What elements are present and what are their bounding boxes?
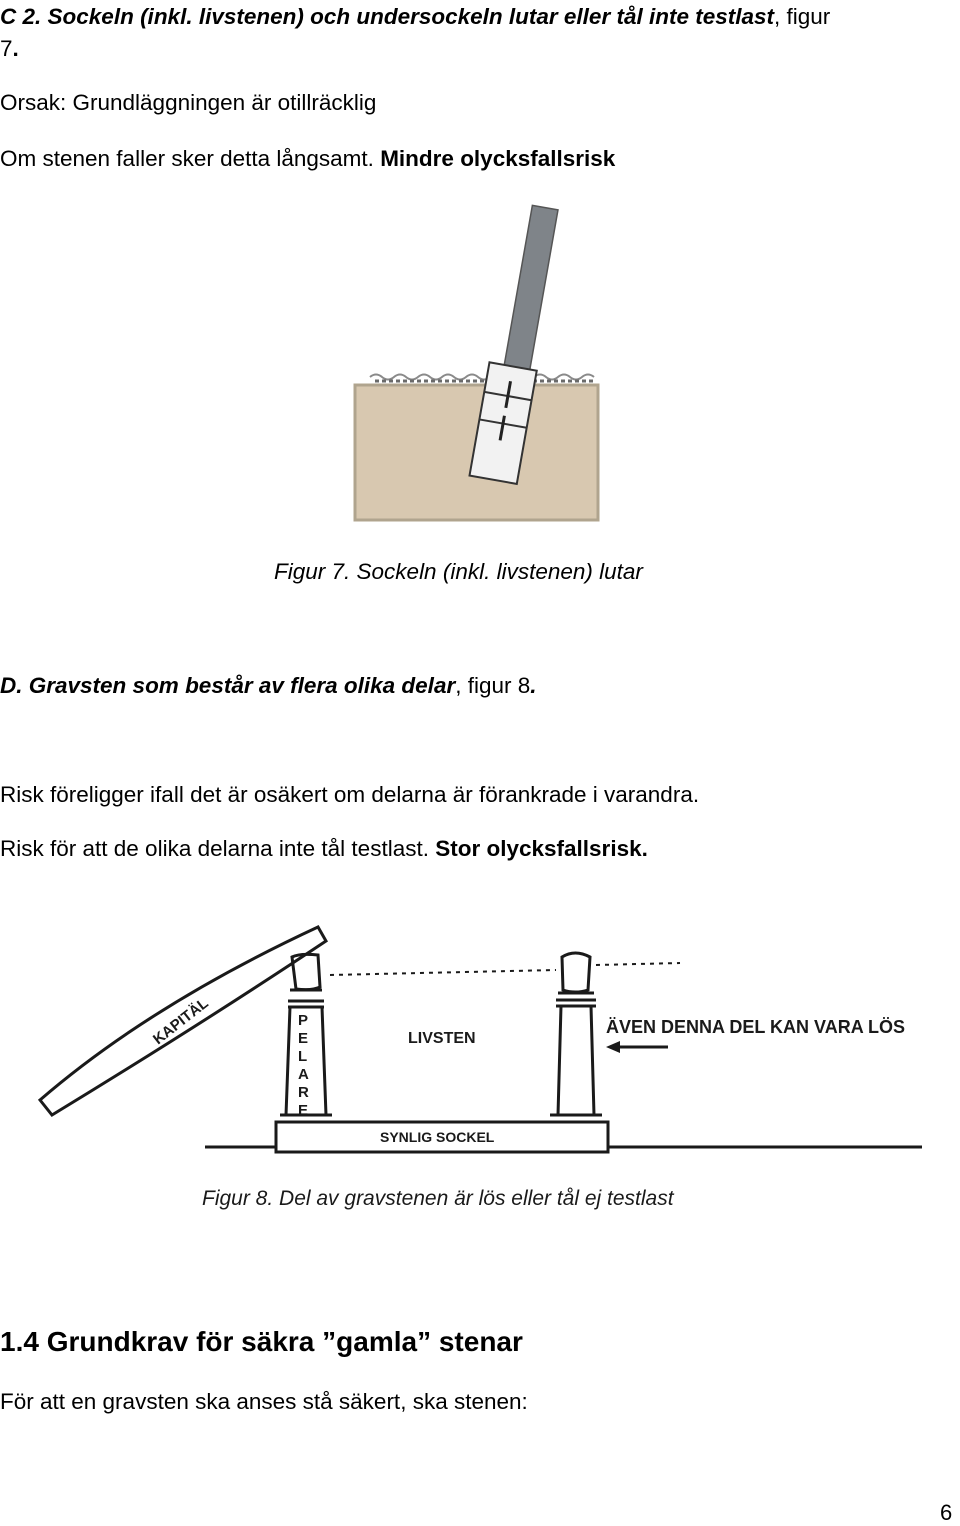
section-1-4-intro: För att en gravsten ska anses stå säkert, ska stenen: — [0, 1389, 528, 1414]
pelare-letter: A — [298, 1066, 309, 1083]
risk-label-minor: Mindre olycksfallsrisk — [380, 146, 616, 171]
section-c-dot: . — [12, 36, 19, 61]
fall-text-line — [0, 145, 615, 173]
risk-text-line2-normal: Risk för att de olika delarna inte tål testlast. — [0, 836, 429, 861]
figure-7-svg — [340, 195, 620, 530]
section-1-4-heading: 1.4 Grundkrav för säkra ”gamla” stenar — [0, 1326, 523, 1357]
figure-7-caption: Figur 7. Sockeln (inkl. livstenen) lutar — [274, 559, 643, 584]
pelare-letter: R — [298, 1084, 309, 1101]
section-d-heading — [0, 672, 537, 700]
section-c-label: C 2. — [0, 4, 42, 29]
fall-text: Om stenen faller sker detta långsamt. — [0, 146, 374, 171]
pelare-letter: E — [298, 1102, 309, 1119]
annotation-label: ÄVEN DENNA DEL KAN VARA LÖS — [606, 1017, 906, 1037]
right-column-rings — [556, 993, 596, 1006]
risk-text-line1: Risk föreligger ifall det är osäkert om delarna är förankrade i varandra. — [0, 782, 700, 807]
arrow-head — [606, 1041, 620, 1053]
stone-shaft — [503, 205, 558, 379]
page-number: 6 — [940, 1500, 953, 1525]
pelare-letter: L — [298, 1048, 308, 1065]
figure-7-illustration — [340, 195, 620, 530]
pelare-letter: P — [298, 1012, 309, 1029]
right-column-top — [562, 953, 590, 992]
cause-text: Orsak: Grundläggningen är otillräcklig — [0, 90, 377, 115]
kapital-label: KAPITÄL — [149, 994, 212, 1049]
figure-8-caption: Figur 8. Del av gravstenen är lös eller tål ej testlast — [202, 1187, 674, 1210]
left-column-rings — [288, 990, 324, 1007]
livsten-label: LIVSTEN — [408, 1030, 476, 1047]
figure-8-svg — [0, 915, 960, 1220]
pelare-label — [298, 1012, 309, 1119]
risk-text-line2 — [0, 835, 648, 863]
section-d-title: D. Gravsten som består av flera olika delar — [0, 673, 456, 698]
gravel-surface — [370, 375, 594, 382]
section-c-heading — [0, 3, 830, 31]
livsten-top-edge — [330, 970, 556, 975]
section-c-heading-cont — [0, 35, 19, 63]
pelare-letter: E — [298, 1030, 309, 1047]
right-column-shaft — [558, 1006, 594, 1115]
section-c-figref: , figur — [774, 4, 831, 29]
figure-8-illustration — [0, 915, 960, 1220]
risk-label-major: Stor olycksfallsrisk. — [435, 836, 648, 861]
section-c-figref-cont: 7 — [0, 36, 13, 61]
sockel-label: SYNLIG SOCKEL — [380, 1129, 495, 1145]
livsten-right-edge — [596, 963, 680, 965]
section-d-figref: , figur 8 — [455, 673, 531, 698]
section-c-title: Sockeln (inkl. livstenen) och undersockeln lutar eller tål inte testlast — [47, 4, 774, 29]
section-d-dot: . — [530, 673, 537, 698]
